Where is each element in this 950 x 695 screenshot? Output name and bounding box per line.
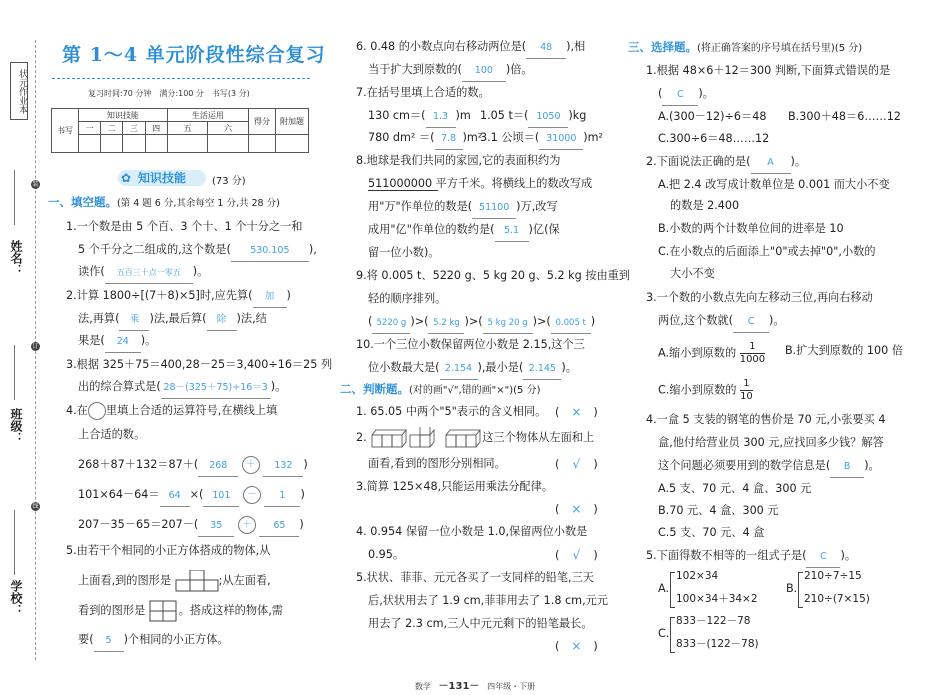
fraction-denominator: 10 <box>740 391 753 402</box>
answer: 100 <box>462 61 506 82</box>
name-label: 姓名： <box>9 240 23 276</box>
question-text: )亿(保 <box>528 223 560 236</box>
question-text: ) <box>286 289 291 302</box>
judge-answer: × <box>571 502 582 516</box>
judge-answer: × <box>571 405 582 419</box>
score-header: 附加题 <box>276 109 309 135</box>
question-text: )。 <box>769 314 785 327</box>
underline <box>368 190 438 191</box>
class-label: 班级： <box>9 408 23 444</box>
question-text: 780 dm² ＝( <box>368 131 435 144</box>
question-text: ),最小是( <box>477 361 524 374</box>
score-header: 知识技能 <box>79 109 168 122</box>
question-text: )万,改写 <box>516 200 558 213</box>
question-text: 轻的顺序排列。 <box>368 292 447 305</box>
option: 的数是 2.400 <box>670 199 740 212</box>
question-text: )m² <box>462 131 483 144</box>
question-text: 2. <box>356 431 367 444</box>
section-note: (对的画"√",错的画"×")(5 分) <box>409 385 541 396</box>
option: 大小不变 <box>670 267 715 280</box>
question-text: 3.1 公顷＝( <box>480 131 540 144</box>
answer: 1050 <box>528 107 568 128</box>
question-text: 3.简算 125×48,只能运用乘法分配律。 <box>356 480 554 493</box>
question-text: 盒,他付给营业员 300 元,应找回多少钱？解答 <box>658 436 884 449</box>
judge-answer: × <box>571 639 582 653</box>
expression: 210÷7÷15 <box>804 570 862 582</box>
expression: 833－(122－78) <box>676 638 759 650</box>
answer: 1 <box>264 486 300 507</box>
option-label: A. <box>658 582 670 595</box>
question-text: 511000000 平方千米。将横线上的数改写成 <box>368 177 593 190</box>
score-table <box>51 108 309 153</box>
question-text: )。 <box>561 361 577 374</box>
question-text: ), <box>308 243 317 256</box>
answer: 132 <box>263 456 303 477</box>
question-text: 留一位小数)。 <box>368 246 440 259</box>
page-number: －131－ <box>438 681 480 692</box>
skills-label: 知识技能 <box>138 171 187 185</box>
section-title: 三、选择题。 <box>628 40 697 54</box>
skills-score: (73 分) <box>212 176 246 187</box>
question-text: 1.一个数是由 5 个百、3 个十、1 个十分之一和 <box>66 220 303 233</box>
question-text: 6. 0.48 的小数点向右移动两位是( <box>356 40 527 53</box>
question-text: 两位,这个数就( <box>658 314 734 327</box>
answer: 5220 g <box>372 313 410 334</box>
question-text: 果是( <box>78 334 105 347</box>
question-text: 上合适的数。 <box>78 428 146 441</box>
question-text: 1. 65.05 中两个"5"表示的含义相同。 <box>356 405 547 418</box>
question-text: 用去了 2.3 cm,三人中元元剩下的铅笔最长。 <box>368 617 593 630</box>
score-col: 二 <box>101 122 123 135</box>
exam-info: 复习时间:70 分钟 满分:100 分 书写(3 分) <box>88 89 250 98</box>
answer: 65 <box>259 516 299 537</box>
question-text: 出的综合算式是( <box>78 380 161 393</box>
answer: 0.005 t <box>551 313 591 334</box>
question-text: 上面看,到的图形是 <box>78 574 172 587</box>
question-text: 5.状状、菲菲、元元各买了一支同样的铅笔,三天 <box>356 571 594 584</box>
answer: 31000 <box>539 129 583 150</box>
option: A.5 支、70 元、4 盒、300 元 <box>658 482 812 495</box>
answer: 35 <box>198 516 234 537</box>
page-title: 第 1～4 单元阶段性综合复习 <box>62 44 326 66</box>
expression: 210÷(7×15) <box>804 593 870 605</box>
question-text: 3.一个数的小数点先向左移动三位,再向右移动 <box>646 291 873 304</box>
question-text: 1.根据 48×6＋12＝300 判断,下面算式错误的是 <box>646 64 891 77</box>
option: A.缩小到原数的 <box>658 346 737 360</box>
class-line <box>14 345 15 400</box>
expression: 100×34＋34×2 <box>676 593 758 605</box>
question-text: )法,结 <box>236 312 267 325</box>
option: B.扩大到原数的 100 倍 <box>785 344 904 357</box>
question-text: 1.05 t＝( <box>480 109 529 122</box>
question-text: 法,再算( <box>78 312 120 325</box>
name-line <box>14 170 15 225</box>
question-text: 4.在 <box>66 404 88 417</box>
question-text: 2.下面说法正确的是( <box>646 155 751 168</box>
fraction-numerator: 1 <box>740 378 753 391</box>
option: B.70 元、4 盒、300 元 <box>658 504 779 517</box>
option: B.小数的两个计数单位间的进率是 10 <box>658 222 844 235</box>
question-text: )m <box>455 109 471 122</box>
bind-dot: 装 <box>32 181 39 188</box>
question-text: ( <box>658 87 663 100</box>
answer: 5 <box>94 631 124 652</box>
question-text: 4. 0.954 保留一位小数是 1.0,保留两位小数是 <box>356 525 588 538</box>
answer: C <box>806 547 840 568</box>
fraction <box>740 378 753 403</box>
operator-answer: － <box>243 486 261 504</box>
operator-answer: ＋ <box>238 516 256 534</box>
section-note: (第 4 题 6 分,其余每空 1 分,共 28 分) <box>117 198 280 209</box>
question-text: )。 <box>192 265 209 278</box>
equation-text: 268＋87＋132＝87＋( <box>78 458 199 471</box>
circle-blank <box>88 402 106 420</box>
question-text: 用"万"作单位的数是( <box>368 200 473 213</box>
equation-text: ) <box>299 518 304 531</box>
section-note: (将正确答案的序号填在括号里)(5 分) <box>697 43 863 54</box>
question-text: )kg <box>568 109 587 122</box>
question-text: 里填上合适的运算符号,在横线上填 <box>105 404 278 417</box>
cube-figures <box>370 427 482 449</box>
equation-text: ) <box>300 488 305 501</box>
question-text: )。 <box>864 459 880 472</box>
answer: 2.154 <box>440 359 478 380</box>
equation-text: ×( <box>189 488 204 501</box>
answer: 268 <box>198 456 238 477</box>
option: C.缩小到原数的 <box>658 383 737 397</box>
answer: 101 <box>203 486 239 507</box>
question-text: 130 cm＝( <box>368 109 426 122</box>
bind-dot: 线 <box>32 503 39 510</box>
answer: 5.2 kg <box>428 313 464 334</box>
option: A.把 2.4 改写成计数单位是 0.001 而大小不变 <box>658 178 890 191</box>
question-text: )。 <box>140 334 157 347</box>
question-text: 后,状状用去了 1.9 cm,菲菲用去了 1.8 cm,元元 <box>368 594 609 607</box>
question-text: 5.由若干个相同的小正方体搭成的物体,从 <box>66 544 271 557</box>
question-text: )倍。 <box>505 63 533 76</box>
question-text: 读作( <box>78 265 105 278</box>
answer: 1.3 <box>426 107 456 128</box>
answer: 2.145 <box>523 359 561 380</box>
operator-answer: ＋ <box>242 456 260 474</box>
score-col: 六 <box>208 122 249 135</box>
answer: B <box>830 457 864 478</box>
question-text: ),相 <box>566 40 586 53</box>
answer: 28－(325＋75)÷16＝3 <box>161 378 271 399</box>
section-title: 二、判断题。 <box>340 382 409 396</box>
score-header: 生活运用 <box>167 109 248 122</box>
question-text: 当于扩大到原数的( <box>368 63 462 76</box>
question-text: 2.计算 1800÷[(7＋8)×5]时,应先算( <box>66 289 253 302</box>
expression: 102×34 <box>676 570 719 582</box>
score-header: 得分 <box>249 109 276 135</box>
section-title: 一、填空题。 <box>48 195 117 209</box>
expression: 833－122－78 <box>676 615 751 627</box>
answer: 24 <box>105 332 141 353</box>
brace <box>670 617 675 653</box>
judge-answer: √ <box>572 548 581 562</box>
equation-text: 101×64－64＝ <box>78 488 160 501</box>
left-view-figure <box>149 600 179 622</box>
question-text: )。 <box>840 549 857 562</box>
question-text: 看到的图形是 <box>78 604 146 617</box>
brace <box>798 572 803 608</box>
question-text: ;从左面看, <box>218 574 271 587</box>
fraction <box>740 341 765 366</box>
score-col: 四 <box>145 122 167 135</box>
option-label: C. <box>658 627 670 640</box>
question-text: 0.95。 <box>368 548 405 561</box>
option: C.在小数点的后面添上"0"或去掉"0",小数的 <box>658 245 876 258</box>
title-rule <box>52 78 310 79</box>
question-text: )。 <box>270 380 287 393</box>
judge-answer: √ <box>572 457 581 471</box>
question-text: 7.在括号里填上合适的数。 <box>356 86 490 99</box>
answer: 5.1 <box>495 221 529 242</box>
school-label: 学校： <box>9 580 23 616</box>
answer: 64 <box>160 486 190 507</box>
answer: 除 <box>207 310 237 331</box>
question-text: 成用"亿"作单位的数约是( <box>368 223 495 236</box>
question-text: 3.根据 325＋75＝400,28－25＝3,400÷16＝25 列 <box>66 358 333 371</box>
answer: C <box>662 85 698 106</box>
question-text: )。 <box>790 155 807 168</box>
question-text: 面看,看到的图形分别相同。 <box>368 457 506 470</box>
fraction-denominator: 1000 <box>739 354 766 365</box>
score-col: 一 <box>79 122 101 135</box>
page-footer <box>0 677 950 692</box>
score-header: 书写 <box>52 109 79 153</box>
top-view-figure <box>175 570 219 592</box>
question-text: )法,最后算( <box>149 312 207 325</box>
option: C.300÷6＝48……12 <box>658 132 770 145</box>
question-text: )m² <box>583 131 604 144</box>
question-text: 这个问题必须要用到的数学信息是( <box>658 459 831 472</box>
question-text: 10.一个三位小数保留两位小数是 2.15,这个三 <box>356 338 585 351</box>
fraction-numerator: 1 <box>740 341 765 354</box>
book-label: 状元作业本 <box>10 62 28 120</box>
question-text: )个相同的小正方体。 <box>123 633 229 646</box>
answer: 5 kg 20 g <box>483 313 533 334</box>
answer: 乘 <box>119 310 149 331</box>
brace <box>670 572 675 608</box>
footer-subject: 数学 <box>414 682 431 691</box>
question-text: 5 个千分之二组成的,这个数是( <box>78 243 231 256</box>
bind-dot: 订 <box>32 343 39 350</box>
option: B.300＋48＝6……12 <box>788 110 901 123</box>
option: C.5 支、70 元、4 盒 <box>658 526 765 539</box>
answer: 51100 <box>472 198 516 219</box>
school-line <box>14 510 15 575</box>
answer: 五百三十点一零五 <box>105 263 193 284</box>
equation-text: 207－35－65＝207－( <box>78 518 199 531</box>
question-text: 这三个物体从左面和上 <box>482 431 595 444</box>
option-label: B. <box>786 582 798 595</box>
score-col: 五 <box>167 122 208 135</box>
equation-text: ) <box>303 458 308 471</box>
question-text: 位小数最大是( <box>368 361 440 374</box>
question-text: )。 <box>698 87 714 100</box>
question-text: 4.一盒 5 支装的钢笔的售价是 70 元,小张要买 4 <box>646 413 886 426</box>
score-col: 三 <box>123 122 145 135</box>
answer: A <box>751 153 791 174</box>
question-text: 5.下面得数不相等的一组式子是( <box>646 549 807 562</box>
footer-grade: 四年级・下册 <box>487 682 536 691</box>
answer: 加 <box>253 287 287 308</box>
answer: C <box>733 312 769 333</box>
answer: 48 <box>526 38 566 59</box>
skills-icon: ✿ <box>121 171 132 185</box>
question-text: 9.将 0.005 t、5220 g、5 kg 20 g、5.2 kg 按由重到 <box>356 269 631 282</box>
question-text: 。搭成这样的物体,需 <box>178 604 283 617</box>
option: A.(300－12)÷6＝48 <box>658 110 767 123</box>
question-text: 8.地球是我们共同的家园,它的表面积约为 <box>356 154 561 167</box>
answer: 7.8 <box>435 129 463 150</box>
answer: 530.105 <box>231 241 309 262</box>
question-text: 要( <box>78 633 94 646</box>
